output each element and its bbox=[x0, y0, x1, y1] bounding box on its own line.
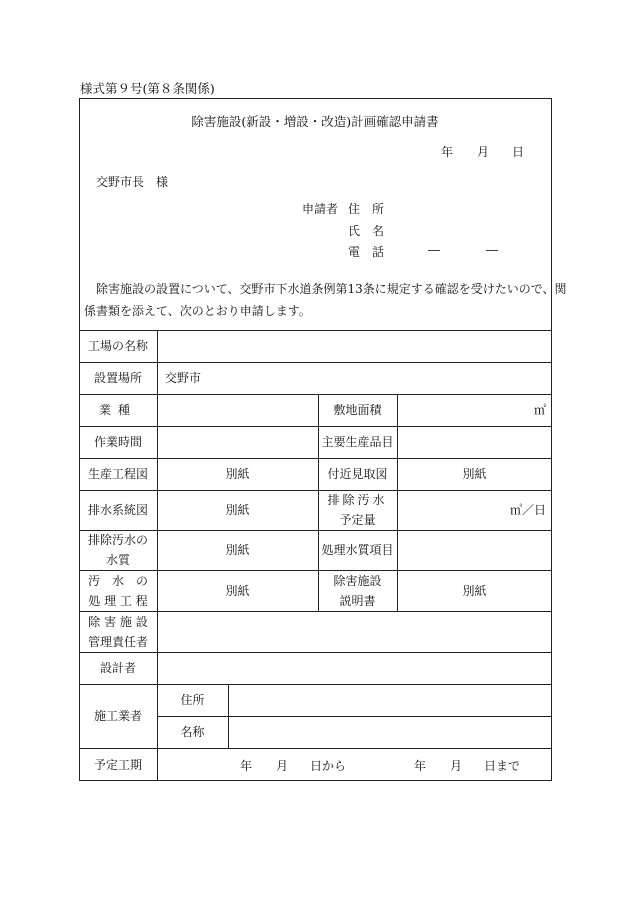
schedule-start-day: 日から bbox=[310, 759, 347, 773]
applicant-label: 申請者 bbox=[302, 202, 339, 216]
application-statement-line-1: 除害施設の設置について、交野市下水道条例第13条に規定する確認を受けたいので、関 bbox=[96, 282, 567, 296]
facility-description-label bbox=[318, 570, 397, 611]
location-value: 交野市 bbox=[165, 371, 202, 385]
date-day-label: 日 bbox=[512, 145, 525, 159]
addressee: 交野市長 様 bbox=[96, 175, 169, 189]
contractor-label: 施工業者 bbox=[93, 709, 142, 723]
water-quality-label-line-2: 水質 bbox=[105, 553, 130, 567]
work-hours-label: 作業時間 bbox=[93, 435, 142, 449]
water-quality-label bbox=[79, 530, 157, 570]
facility-manager-label bbox=[79, 611, 157, 652]
schedule-end bbox=[414, 757, 521, 774]
discharge-volume-unit: ㎥／日 bbox=[509, 503, 546, 517]
water-quality-value: 別紙 bbox=[225, 543, 250, 557]
water-quality-label-line-1: 排除汚水の bbox=[87, 533, 148, 547]
factory-name-label: 工場の名称 bbox=[87, 339, 148, 353]
site-area-label: 敷地面積 bbox=[333, 403, 382, 417]
applicant-address-label: 住 所 bbox=[348, 202, 385, 216]
schedule-start bbox=[240, 757, 347, 774]
site-area-unit: ㎡ bbox=[533, 403, 546, 417]
applicant-name-label: 氏 名 bbox=[348, 224, 385, 238]
date-year-label: 年 bbox=[441, 145, 454, 159]
form-number-label: 様式第９号(第８条関係) bbox=[80, 81, 215, 96]
contractor-name-label: 名称 bbox=[180, 725, 205, 739]
facility-manager-label-line-1: 除 害 施 設 bbox=[88, 614, 148, 629]
schedule-label: 予定工期 bbox=[93, 757, 142, 772]
treated-quality-label: 処理水質項目 bbox=[321, 543, 394, 557]
process-chart-label: 生産工程図 bbox=[87, 467, 148, 481]
form-title: 除害施設(新設・増設・改造)計画確認申請書 bbox=[191, 114, 439, 129]
facility-manager-label-line-2: 管理責任者 bbox=[87, 634, 148, 649]
applicant-phone-label: 電 話 bbox=[348, 245, 385, 259]
treatment-process-label-line-2: 処 理 工 程 bbox=[88, 593, 148, 608]
discharge-volume-label bbox=[318, 490, 397, 530]
drainage-chart-label: 排水系統図 bbox=[87, 503, 148, 517]
phone-separator-1: ― bbox=[428, 243, 440, 257]
discharge-volume-label-line-1: 排除汚水 bbox=[327, 493, 388, 507]
date-month-label: 月 bbox=[477, 145, 490, 159]
vicinity-map-value: 別紙 bbox=[462, 467, 487, 481]
main-products-label: 主要生産品目 bbox=[321, 435, 394, 449]
designer-label: 設計者 bbox=[99, 661, 136, 675]
treatment-process-value: 別紙 bbox=[225, 583, 250, 598]
industry-label: 業種 bbox=[98, 403, 137, 417]
process-chart-value: 別紙 bbox=[225, 467, 250, 481]
schedule-start-month: 月 bbox=[276, 759, 289, 773]
contractor-address-label: 住所 bbox=[180, 693, 205, 707]
location-label: 設置場所 bbox=[93, 371, 142, 385]
schedule-end-day: 日まで bbox=[484, 759, 521, 773]
treatment-process-label-line-1: 汚 水 の bbox=[87, 573, 148, 588]
vicinity-map-label: 付近見取図 bbox=[327, 467, 388, 481]
drainage-chart-value: 別紙 bbox=[225, 503, 250, 517]
facility-description-value: 別紙 bbox=[462, 583, 487, 598]
discharge-volume-label-line-2: 予定量 bbox=[339, 513, 376, 527]
schedule-start-year: 年 bbox=[240, 759, 253, 773]
phone-separator-2: ― bbox=[486, 243, 498, 257]
facility-description-label-line-1: 除害施設 bbox=[333, 573, 382, 588]
schedule-end-year: 年 bbox=[414, 759, 427, 773]
date-line bbox=[441, 143, 525, 160]
facility-description-label-line-2: 説明書 bbox=[339, 593, 376, 608]
treatment-process-label bbox=[79, 570, 157, 611]
schedule-end-month: 月 bbox=[450, 759, 463, 773]
application-statement-line-2: 係書類を添えて、次のとおり申請します。 bbox=[84, 304, 311, 318]
column-divider bbox=[228, 684, 229, 748]
